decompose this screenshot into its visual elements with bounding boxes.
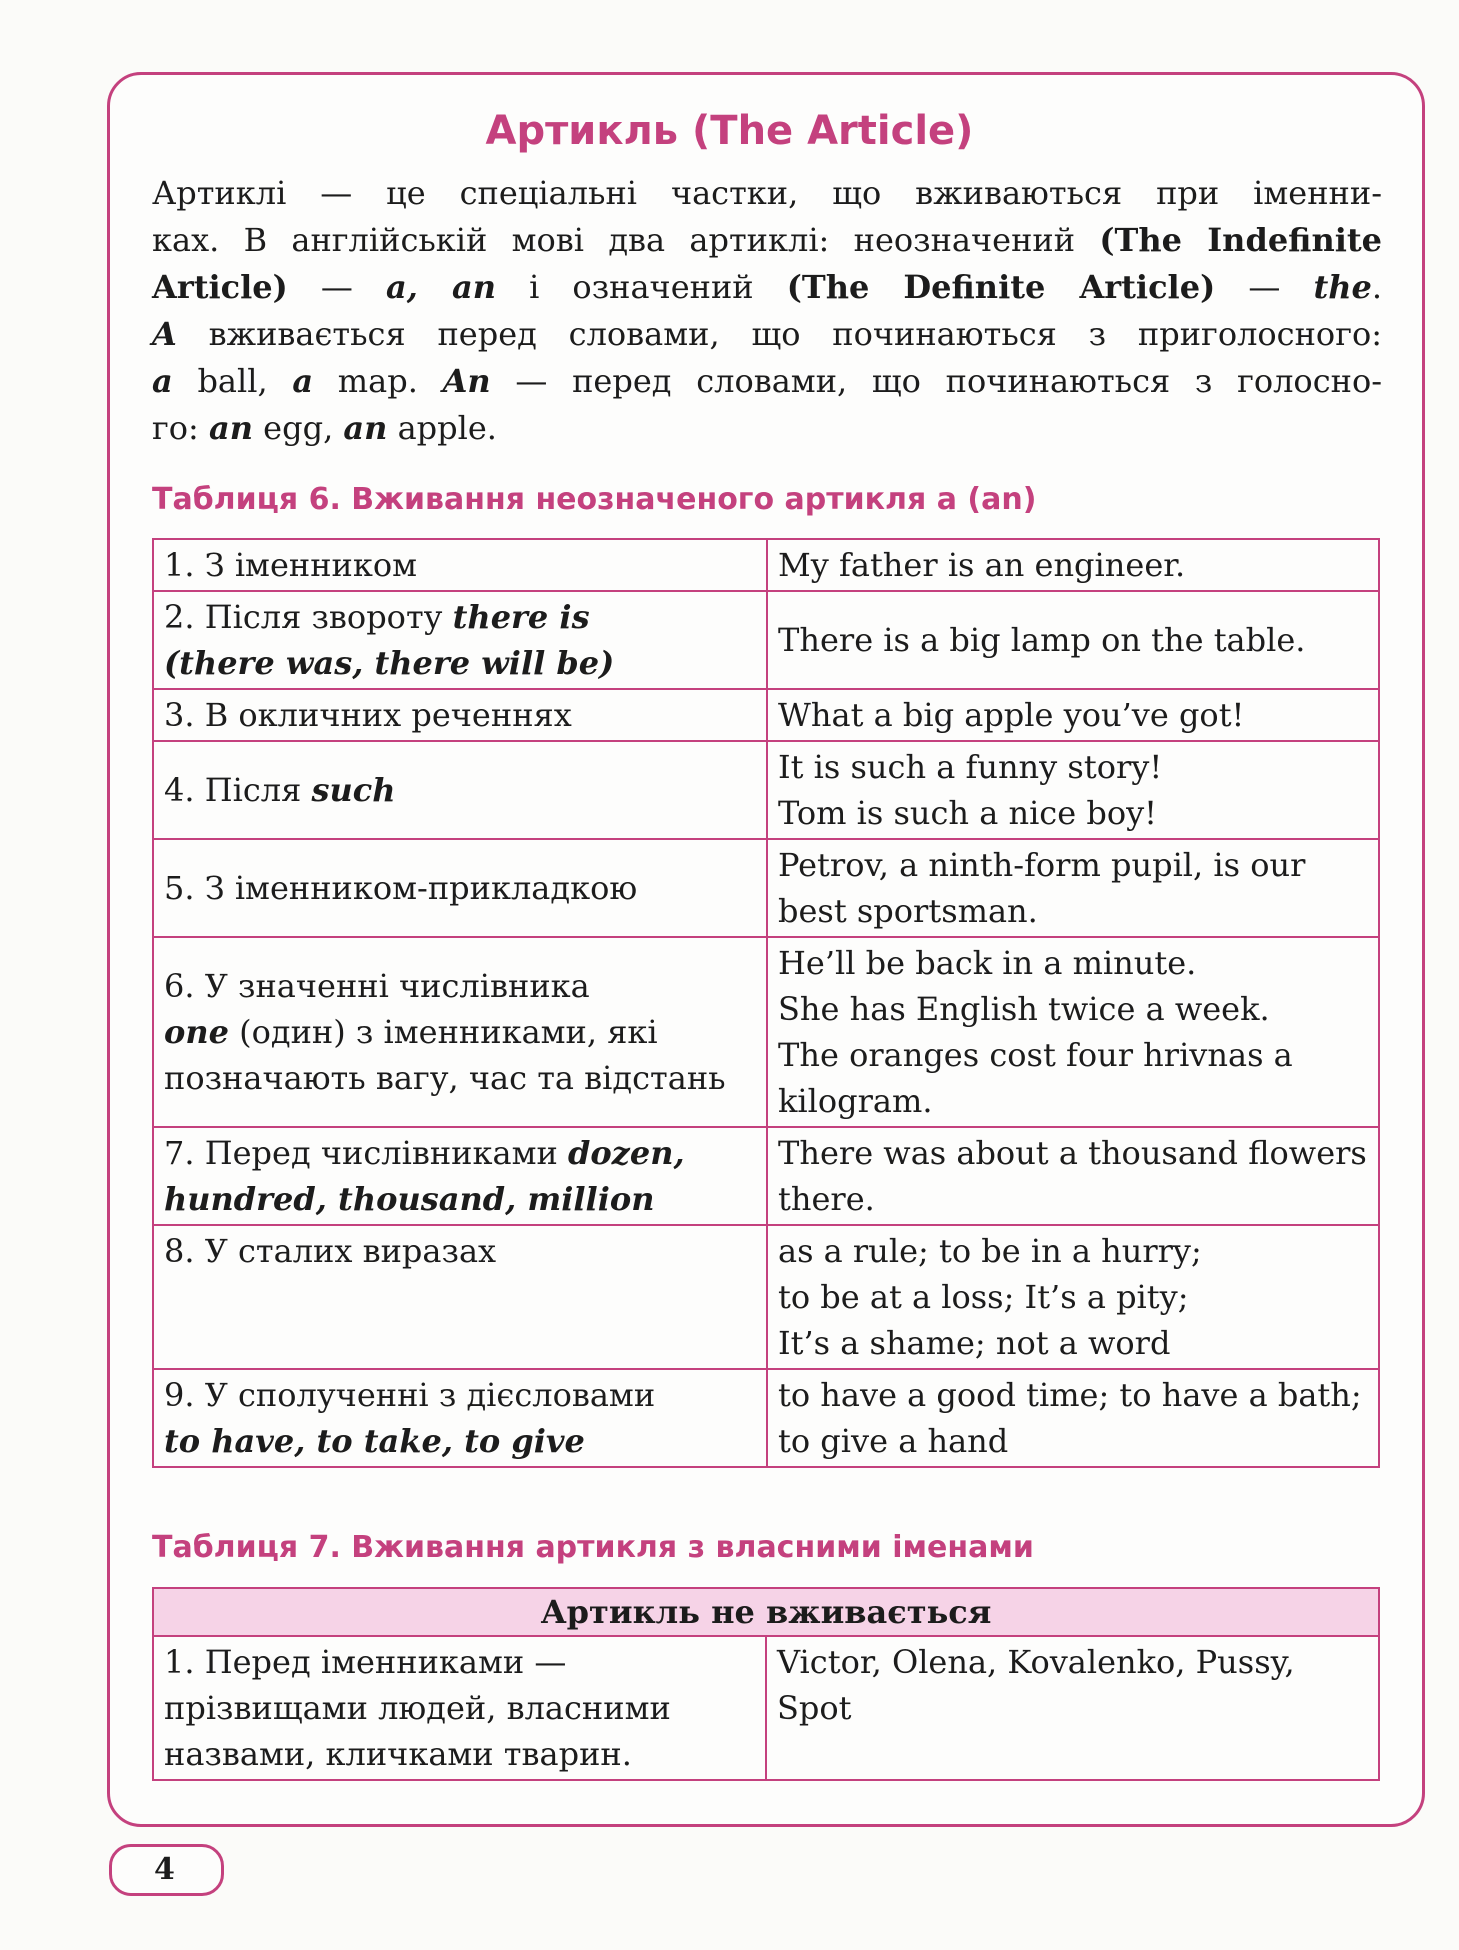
table-row <box>153 689 1379 741</box>
table-cell: He’ll be back in a minute. She has English twice a week. The oranges cost four hrivnas a kilogram. <box>767 937 1379 1127</box>
table-cell: 5. З іменником-прикладкою <box>153 839 767 937</box>
table-cell: It is such a funny story! Tom is such a nice boy! <box>767 741 1379 839</box>
table-row <box>153 539 1379 591</box>
table-cell: What a big apple you’ve got! <box>767 689 1379 741</box>
intro-line-2: ках. В англійській мові два артиклі: неозначений (The Indefinite <box>152 221 1383 259</box>
table7 <box>152 1587 1380 1781</box>
table-cell: There is a big lamp on the table. <box>767 591 1379 689</box>
intro-line-4: A вживається перед словами, що починаються з приголосного: <box>152 315 1382 353</box>
page-number: 4 <box>109 1844 224 1896</box>
table-row <box>153 741 1379 839</box>
table-cell: 7. Перед числівниками dozen, hundred, thousand, million <box>153 1127 767 1225</box>
table-cell: 2. Після звороту there is (there was, there will be) <box>153 591 767 689</box>
table-cell: Victor, Olena, Kovalenko, Pussy, Spot <box>766 1636 1379 1780</box>
table-cell: 6. У значенні числівника one (один) з іменниками, які позначають вагу, час та відстань <box>153 937 767 1127</box>
table-cell: as a rule; to be in a hurry; to be at a loss; It’s a pity; It’s a shame; not a word <box>767 1225 1379 1369</box>
table-cell: 3. В окличних реченнях <box>153 689 767 741</box>
table-header: Артикль не вживається <box>153 1588 1379 1636</box>
table6-caption: Таблиця 6. Вживання неозначеного артикля a (an) <box>152 482 1037 517</box>
table-row <box>153 591 1379 689</box>
table-row <box>153 1225 1379 1369</box>
table-header-row <box>153 1588 1379 1636</box>
table-row <box>153 1636 1379 1780</box>
intro-line-5: a ball, a map. An — перед словами, що починаються з голосно- <box>152 362 1383 400</box>
table-row <box>153 839 1379 937</box>
table-cell: 1. Перед іменниками — прізвищами людей, власними назвами, кличками тварин. <box>153 1636 766 1780</box>
table-cell: Petrov, a ninth-form pupil, is our best sportsman. <box>767 839 1379 937</box>
table-cell: to have a good time; to have a bath; to give a hand <box>767 1369 1379 1467</box>
table-row <box>153 1127 1379 1225</box>
intro-paragraph <box>152 170 1382 452</box>
section-title: Артикль (The Article) <box>485 108 974 154</box>
table-cell: My father is an engineer. <box>767 539 1379 591</box>
intro-line-6: го: an egg, an apple. <box>152 409 497 447</box>
table-cell: 4. Після such <box>153 741 767 839</box>
table7-caption: Таблиця 7. Вживання артикля з власними іменами <box>152 1530 1034 1565</box>
table-cell: 1. З іменником <box>153 539 767 591</box>
intro-line-1: Артиклі — це спеціальні частки, що вживаються при іменни- <box>152 174 1382 212</box>
intro-line-3: Article) — a, an і означений (The Definite Article) — the. <box>152 268 1383 306</box>
table-cell: 8. У сталих виразах <box>153 1225 767 1369</box>
table6 <box>152 538 1380 1468</box>
table-cell: 9. У сполученні з дієсловами to have, to take, to give <box>153 1369 767 1467</box>
table-cell: There was about a thousand flowers there. <box>767 1127 1379 1225</box>
table-row <box>153 937 1379 1127</box>
table-row <box>153 1369 1379 1467</box>
